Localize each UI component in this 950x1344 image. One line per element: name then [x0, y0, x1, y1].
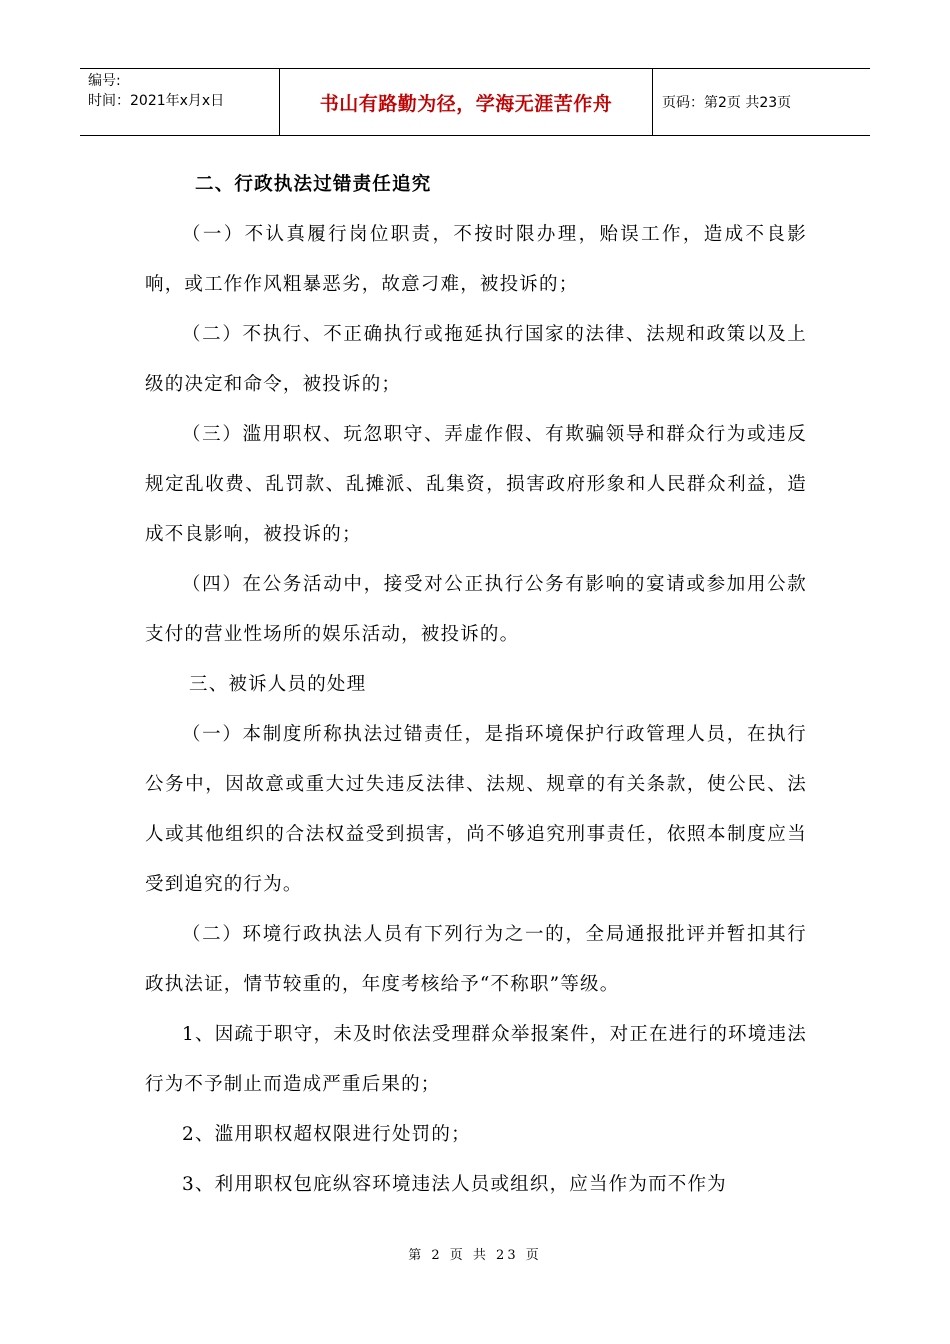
list-item: 1、因疏于职守，未及时依法受理群众举报案件，对正在进行的环境违法行为不予制止而造成严重后果的；: [145, 1024, 807, 1095]
document-number: 编号:: [88, 73, 121, 89]
paragraph: （二）不执行、不正确执行或拖延执行国家的法律、法规和政策以及上级的决定和命令，被投诉的；: [145, 324, 807, 395]
section-heading-2: 二、行政执法过错责任追究: [195, 174, 432, 195]
section-heading-3: 三、被诉人员的处理: [189, 674, 367, 695]
page-footer: 第 2 页 共 23 页: [408, 1248, 542, 1263]
header-page-code: 页码：第2页 共23页: [662, 95, 792, 111]
header-motto: 书山有路勤为径，学海无涯苦作舟: [280, 69, 653, 135]
list-item: 3、利用职权包庇纵容环境违法人员或组织，应当作为而不作为: [182, 1174, 727, 1195]
header-info: [80, 69, 280, 135]
document-body: [145, 160, 807, 1210]
paragraph: （四）在公务活动中，接受对公正执行公务有影响的宴请或参加用公款支付的营业性场所的娱乐活动，被投诉的。: [145, 574, 807, 645]
page-header: [80, 68, 870, 136]
list-item: 2、滥用职权超权限进行处罚的；: [182, 1124, 471, 1145]
paragraph: （三）滥用职权、玩忽职守、弄虚作假、有欺骗领导和群众行为或违反规定乱收费、乱罚款、乱摊派、乱集资，损害政府形象和人民群众利益，造成不良影响，被投诉的；: [145, 424, 807, 545]
paragraph: （二）环境行政执法人员有下列行为之一的，全局通报批评并暂扣其行政执法证，情节较重的，年度考核给予“不称职”等级。: [145, 924, 807, 995]
document-date: 时间：2021年x月x日: [88, 93, 225, 109]
paragraph: （一）不认真履行岗位职责，不按时限办理，贻误工作，造成不良影响，或工作作风粗暴恶劣，故意刁难，被投诉的；: [145, 224, 807, 295]
paragraph: （一）本制度所称执法过错责任，是指环境保护行政管理人员，在执行公务中，因故意或重大过失违反法律、法规、规章的有关条款，使公民、法人或其他组织的合法权益受到损害，尚不够追究刑事责任，依照本制度应当受到追究的行为。: [145, 724, 807, 895]
